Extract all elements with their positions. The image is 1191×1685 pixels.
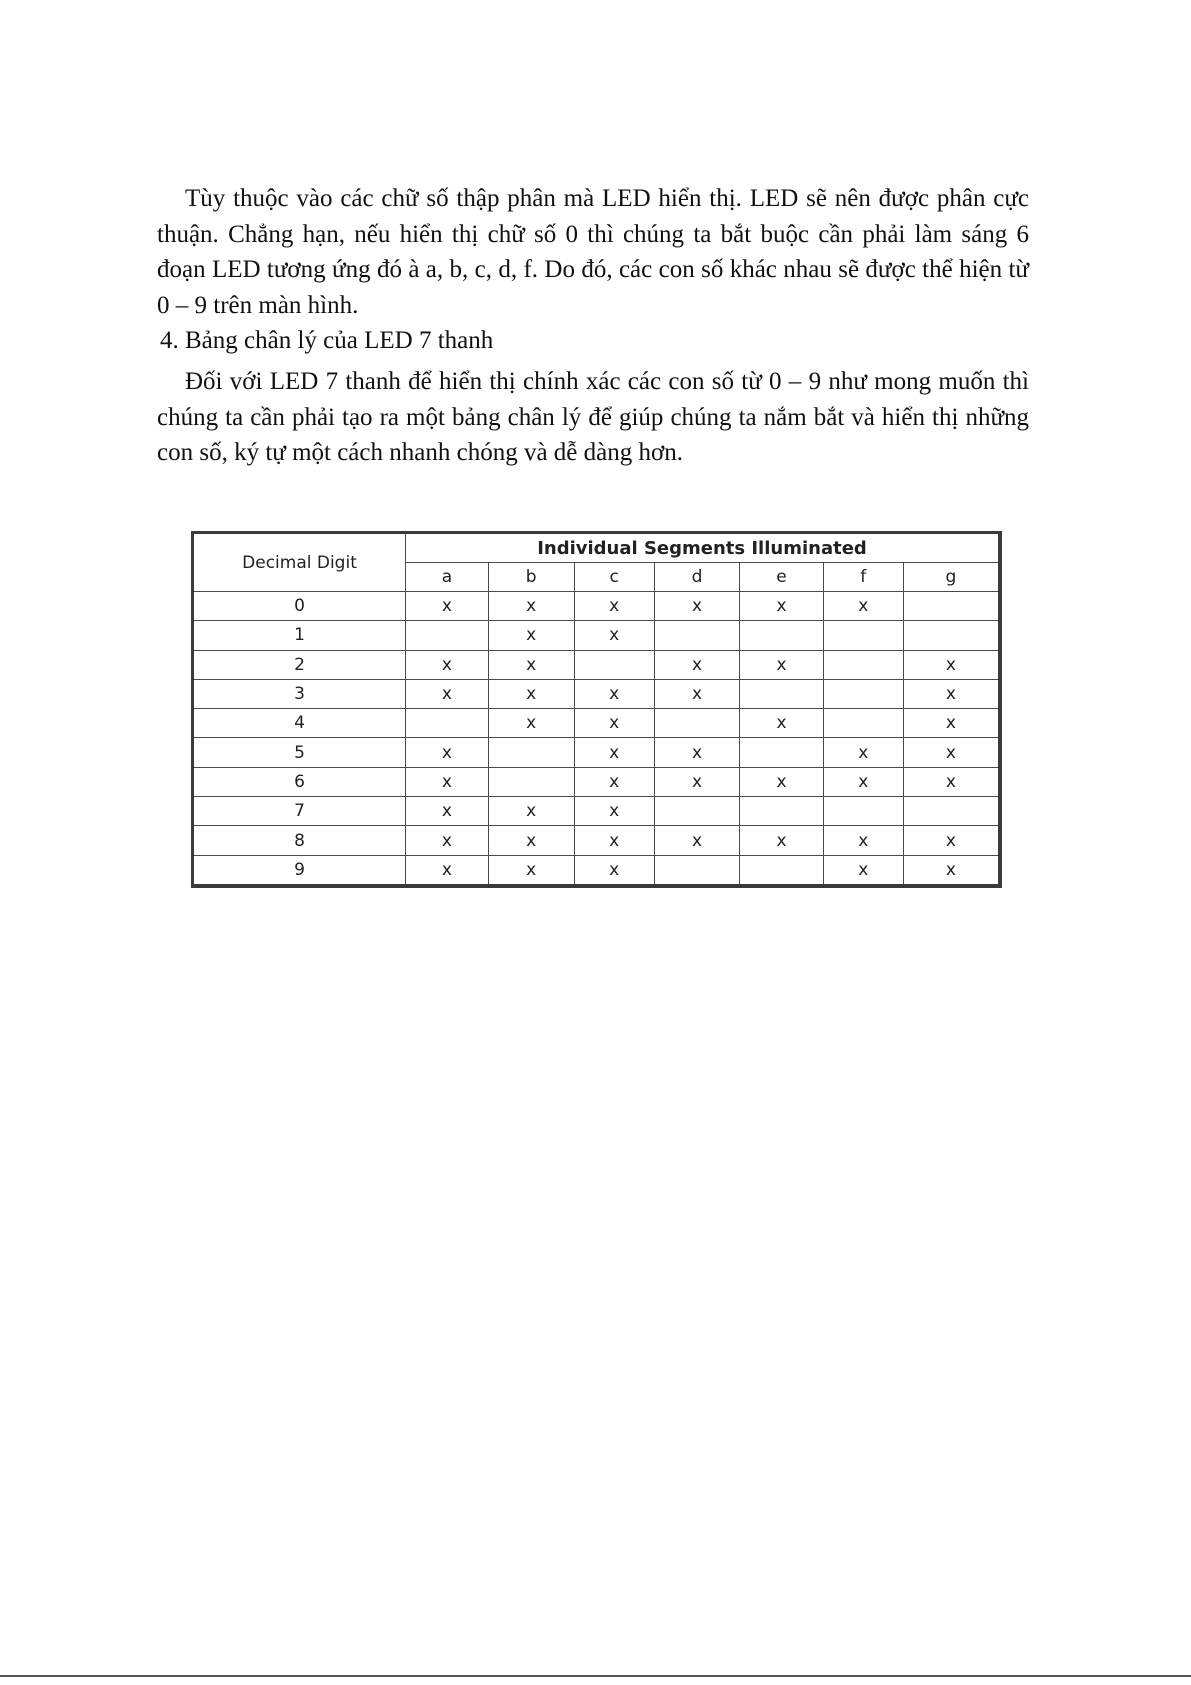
segment-cell-a: x [406, 592, 489, 621]
segment-header-c: c [574, 563, 654, 592]
segment-cell-e: x [740, 826, 823, 855]
segment-cell-f [823, 709, 903, 738]
segment-cell-b: x [488, 650, 574, 679]
segment-cell-a: x [406, 767, 489, 796]
segment-cell-a: x [406, 797, 489, 826]
segment-cell-c: x [574, 592, 654, 621]
segment-cell-f: x [823, 738, 903, 767]
paragraph-truth-table: Đối với LED 7 thanh để hiển thị chính xác các con số từ 0 – 9 như mong muốn thì chúng ta cần phải tạo ra một bảng chân lý để giúp chúng ta nắm bắt và hiển thị những con số, ký tự một cách nhanh chóng và dễ dàng hơn. [157, 368, 1029, 466]
segment-cell-d [654, 709, 740, 738]
segment-cell-e [740, 621, 823, 650]
segment-cell-f: x [823, 855, 903, 886]
decimal-digit-header: Decimal Digit [193, 533, 406, 592]
segment-cell-g: x [903, 767, 1000, 796]
segment-cell-b: x [488, 621, 574, 650]
segment-cell-d: x [654, 826, 740, 855]
segment-header-b: b [488, 563, 574, 592]
table-header-row [193, 533, 1001, 563]
segment-cell-b: x [488, 826, 574, 855]
segment-header-f: f [823, 563, 903, 592]
segment-cell-a [406, 709, 489, 738]
decimal-digit-cell: 8 [193, 826, 406, 855]
segment-cell-g: x [903, 709, 1000, 738]
segment-cell-e [740, 679, 823, 708]
decimal-digit-cell: 0 [193, 592, 406, 621]
segment-cell-g [903, 592, 1000, 621]
table-row [193, 738, 1001, 767]
segment-cell-a: x [406, 679, 489, 708]
segment-cell-g: x [903, 738, 1000, 767]
segment-cell-a: x [406, 650, 489, 679]
segment-cell-d: x [654, 679, 740, 708]
segment-cell-b: x [488, 855, 574, 886]
segment-cell-c: x [574, 826, 654, 855]
decimal-digit-cell: 3 [193, 679, 406, 708]
seven-segment-truth-table [191, 531, 1002, 888]
segment-cell-f: x [823, 592, 903, 621]
table-body [193, 592, 1001, 887]
segment-cell-c: x [574, 767, 654, 796]
segment-cell-f [823, 797, 903, 826]
page-bottom-rule [0, 1675, 1191, 1677]
decimal-digit-cell: 9 [193, 855, 406, 886]
table-row [193, 679, 1001, 708]
segment-cell-e: x [740, 709, 823, 738]
segment-header-d: d [654, 563, 740, 592]
segment-header-g: g [903, 563, 1000, 592]
table-row [193, 855, 1001, 886]
table-row [193, 650, 1001, 679]
segment-cell-e [740, 855, 823, 886]
section-heading: 4. Bảng chân lý của LED 7 thanh [160, 327, 494, 354]
segment-cell-g: x [903, 650, 1000, 679]
segment-cell-d [654, 797, 740, 826]
segment-cell-b: x [488, 709, 574, 738]
paragraph-intro: Tùy thuộc vào các chữ số thập phân mà LED hiển thị. LED sẽ nên được phân cực thuận. Chẳng hạn, nếu hiển thị chữ số 0 thì chúng ta bắt buộc cần phải làm sáng 6 đoạn LED tương ứng đó à a, b, c, d, f. Do đó, các con số khác nhau sẽ được thể hiện từ 0 – 9 trên màn hình. [157, 185, 1029, 319]
segment-cell-d: x [654, 767, 740, 796]
segment-cell-d: x [654, 592, 740, 621]
segment-cell-a [406, 621, 489, 650]
decimal-digit-cell: 4 [193, 709, 406, 738]
segment-cell-e: x [740, 650, 823, 679]
segment-cell-f [823, 650, 903, 679]
segment-cell-b [488, 767, 574, 796]
segment-cell-a: x [406, 855, 489, 886]
segment-cell-c: x [574, 797, 654, 826]
segment-header-e: e [740, 563, 823, 592]
segment-cell-f [823, 679, 903, 708]
segment-cell-g: x [903, 679, 1000, 708]
segment-cell-f: x [823, 767, 903, 796]
segment-cell-c: x [574, 738, 654, 767]
segment-cell-c: x [574, 679, 654, 708]
decimal-digit-cell: 5 [193, 738, 406, 767]
segment-cell-g [903, 621, 1000, 650]
segment-cell-f [823, 621, 903, 650]
segment-cell-d: x [654, 650, 740, 679]
segment-cell-b [488, 738, 574, 767]
segment-cell-g [903, 797, 1000, 826]
table-row [193, 621, 1001, 650]
table-row [193, 709, 1001, 738]
segment-cell-c: x [574, 855, 654, 886]
segment-header-a: a [406, 563, 489, 592]
decimal-digit-cell: 2 [193, 650, 406, 679]
table-row [193, 592, 1001, 621]
segment-cell-b: x [488, 679, 574, 708]
segment-cell-e: x [740, 767, 823, 796]
segment-cell-f: x [823, 826, 903, 855]
decimal-digit-cell: 7 [193, 797, 406, 826]
segment-cell-e [740, 738, 823, 767]
segment-cell-d: x [654, 738, 740, 767]
segment-cell-g: x [903, 855, 1000, 886]
decimal-digit-cell: 6 [193, 767, 406, 796]
segment-cell-c: x [574, 709, 654, 738]
segment-cell-a: x [406, 826, 489, 855]
segment-cell-a: x [406, 738, 489, 767]
segment-cell-d [654, 855, 740, 886]
decimal-digit-cell: 1 [193, 621, 406, 650]
table-row [193, 797, 1001, 826]
segment-cell-e: x [740, 592, 823, 621]
segments-group-header: Individual Segments Illuminated [406, 533, 1001, 563]
segment-cell-c [574, 650, 654, 679]
table-row [193, 826, 1001, 855]
segment-cell-c: x [574, 621, 654, 650]
segment-cell-b: x [488, 797, 574, 826]
table-row [193, 767, 1001, 796]
segment-cell-d [654, 621, 740, 650]
segment-cell-e [740, 797, 823, 826]
segment-cell-g: x [903, 826, 1000, 855]
segment-cell-b: x [488, 592, 574, 621]
